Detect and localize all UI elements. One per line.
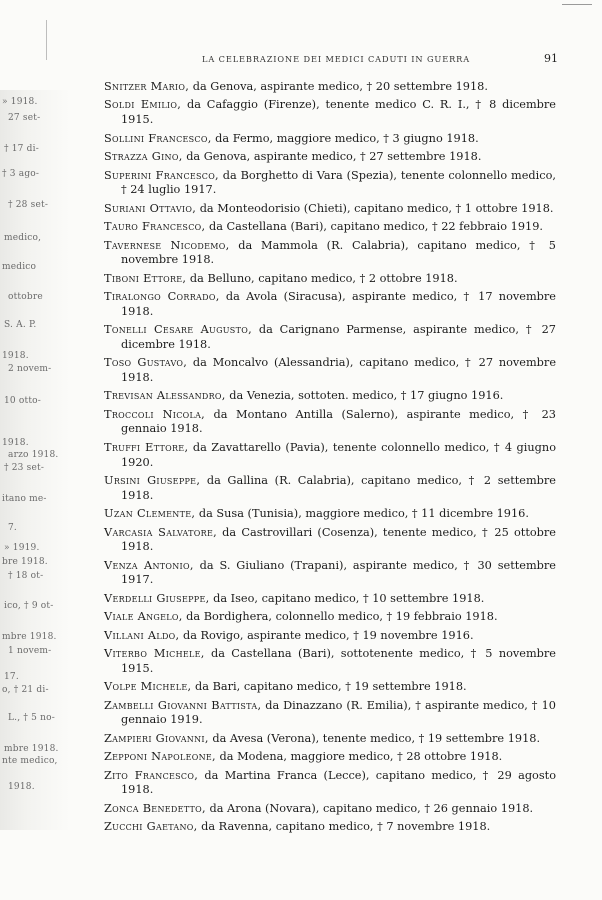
gutter-fragment: 1918. xyxy=(8,782,35,792)
entry-details: da Castrovillari (Cosenza), tenente medico, † 25 ottobre 1918. xyxy=(121,525,556,554)
entry-item xyxy=(104,389,556,404)
gutter-fragment: medico, xyxy=(4,233,42,243)
entry-details: da Castellana (Bari), sottotenente medico, † 5 novembre 1915. xyxy=(121,647,556,675)
entry-name: Troccoli Nicola, xyxy=(104,407,206,421)
entry-item xyxy=(104,98,556,127)
entry-name: Venza Antonio, xyxy=(104,558,194,572)
gutter-fragment: 27 set- xyxy=(8,113,41,123)
entry-details: da Dinazzano (R. Emilia), † aspirante medico, † 10 gennaio 1919. xyxy=(121,698,556,727)
entry-item xyxy=(104,169,556,198)
entry-item xyxy=(104,239,556,268)
entry-details: da Montano Antilla (Salerno), aspirante medico, † 23 gennaio 1918. xyxy=(121,407,556,436)
entry-item xyxy=(104,202,556,217)
gutter-fragment: » 1919. xyxy=(4,543,40,553)
entry-item xyxy=(104,732,556,747)
entry-name: Tiralongo Corrado, xyxy=(104,290,220,304)
entry-name: Toso Gustavo, xyxy=(104,356,188,370)
entry-name: Zambelli Giovanni Battista, xyxy=(104,698,262,712)
gutter-fragment: † 23 set- xyxy=(4,463,45,473)
entry-item xyxy=(104,132,556,147)
entry-name: Zepponi Napoleone, xyxy=(104,750,216,764)
entry-details: da Zavattarello (Pavia), tenente colonnello medico, † 4 giugno 1920. xyxy=(121,440,556,469)
entry-item xyxy=(104,610,556,625)
entry-item xyxy=(104,647,556,676)
gutter-fragment: bre 1918. xyxy=(2,557,48,567)
entry-name: Snitzer Mario, xyxy=(104,80,190,93)
entry-name: Truffi Ettore, xyxy=(104,440,189,454)
entry-details: da Belluno, capitano medico, † 2 ottobre 1918. xyxy=(186,271,458,285)
entry-details: da Monteodorisio (Chieti), capitano medico, † 1 ottobre 1918. xyxy=(196,201,554,215)
page-edge-mark xyxy=(46,20,47,60)
gutter-fragment: 10 otto- xyxy=(4,396,42,406)
entry-item xyxy=(104,629,556,644)
top-corner-mark xyxy=(562,4,592,5)
gutter-fragment: arzo 1918. xyxy=(8,450,59,460)
entry-name: Villani Aldo, xyxy=(104,628,180,642)
entry-name: Viale Angelo, xyxy=(104,610,183,624)
entry-details: da Bordighera, colonnello medico, † 19 febbraio 1918. xyxy=(182,610,498,624)
entry-details: da Ravenna, capitano medico, † 7 novembre 1918. xyxy=(197,820,491,834)
entry-details: da Avesa (Verona), tenente medico, † 19 settembre 1918. xyxy=(208,731,541,745)
entry-item xyxy=(104,408,556,437)
entry-name: Suriani Ottavio, xyxy=(104,201,197,215)
entry-name: Tiboni Ettore, xyxy=(104,271,187,285)
entry-details: da Mammola (R. Calabria), capitano medico, † 5 novembre 1918. xyxy=(121,238,556,267)
entry-item xyxy=(104,272,556,287)
entry-item xyxy=(104,323,556,352)
gutter-fragment: 17. xyxy=(4,672,19,682)
gutter-fragment: medico xyxy=(2,262,37,272)
entry-item xyxy=(104,750,556,765)
gutter-fragment: † 28 set- xyxy=(8,200,49,210)
entry-name: Zito Francesco, xyxy=(104,768,199,782)
gutter-fragment: 1 novem- xyxy=(8,646,52,656)
entry-details: da Rovigo, aspirante medico, † 19 novembre 1916. xyxy=(179,628,474,642)
entry-details: da Susa (Tunisia), maggiore medico, † 11 dicembre 1916. xyxy=(195,507,529,521)
entry-name: Zonca Benedetto, xyxy=(104,801,206,815)
entry-details: da Fermo, maggiore medico, † 3 giugno 1918. xyxy=(211,131,479,145)
entry-name: Ursini Giuseppe, xyxy=(104,474,201,488)
gutter-fragment: 1918. xyxy=(2,438,29,448)
gutter-fragment: nte medico, xyxy=(2,756,58,766)
entry-item xyxy=(104,699,556,728)
entry-details: da Castellana (Bari), capitano medico, † 22 febbraio 1919. xyxy=(205,220,543,234)
gutter-fragment: mbre 1918. xyxy=(4,744,59,754)
entry-list xyxy=(104,80,556,839)
entry-item xyxy=(104,507,556,522)
entry-name: Viterbo Michele, xyxy=(104,647,205,661)
entry-details: da Modena, maggiore medico, † 28 ottobre 1918. xyxy=(215,750,503,764)
entry-item xyxy=(104,80,556,95)
entry-name: Tonelli Cesare Augusto, xyxy=(104,323,252,337)
gutter-fragment: itano me- xyxy=(2,494,47,504)
entry-details: da Avola (Siracusa), aspirante medico, † 17 novembre 1918. xyxy=(121,290,556,318)
entry-name: Zampieri Giovanni, xyxy=(104,731,209,745)
entry-item xyxy=(104,220,556,235)
running-title: LA CELEBRAZIONE DEI MEDICI CADUTI IN GUERRA xyxy=(202,54,471,64)
entry-details: da Venezia, sottoten. medico, † 17 giugno 1916. xyxy=(225,389,504,403)
entry-item xyxy=(104,802,556,817)
gutter-fragment: † 17 di- xyxy=(4,144,39,154)
entry-name: Tauro Francesco, xyxy=(104,220,206,234)
entry-details: da S. Giuliano (Trapani), aspirante medico, † 30 settembre 1917. xyxy=(121,558,556,587)
gutter-fragment: S. A. P. xyxy=(4,320,37,330)
gutter-fragment: † 3 ago- xyxy=(2,169,40,179)
entry-details: da Bari, capitano medico, † 19 settembre 1918. xyxy=(191,680,467,694)
page-number: 91 xyxy=(544,52,558,65)
entry-item xyxy=(104,441,556,470)
entry-item xyxy=(104,356,556,385)
gutter-fragment: ico, † 9 ot- xyxy=(4,601,54,611)
entry-item xyxy=(104,820,556,835)
entry-details: da Gallina (R. Calabria), capitano medico, † 2 settembre 1918. xyxy=(121,474,556,502)
gutter-fragment: 1918. xyxy=(2,351,29,361)
entry-details: da Cafaggio (Firenze), tenente medico C. R. I., † 8 dicembre 1915. xyxy=(121,98,556,127)
entry-item xyxy=(104,769,556,798)
entry-name: Tavernese Nicodemo, xyxy=(104,238,230,252)
entry-name: Superini Francesco, xyxy=(104,168,219,182)
entry-item xyxy=(104,474,556,503)
entry-item xyxy=(104,150,556,165)
gutter-fragment: † 18 ot- xyxy=(8,571,44,581)
gutter-fragment: 7. xyxy=(8,523,17,533)
entry-details: da Iseo, capitano medico, † 10 settembre 1918. xyxy=(209,591,485,605)
entry-item xyxy=(104,526,556,555)
gutter-fragment: o, † 21 di- xyxy=(2,685,49,695)
gutter-fragment: ottobre xyxy=(8,292,43,302)
entry-item xyxy=(104,680,556,695)
entry-name: Sollini Francesco, xyxy=(104,131,212,145)
entry-name: Volpe Michele, xyxy=(104,680,192,694)
gutter-fragment: L., † 5 no- xyxy=(8,713,55,723)
entry-name: Soldi Emilio, xyxy=(104,98,182,112)
entry-details: da Borghetto di Vara (Spezia), tenente colonnello medico, † 24 luglio 1917. xyxy=(121,168,556,197)
entry-item xyxy=(104,290,556,319)
entry-name: Verdelli Giuseppe, xyxy=(104,591,210,605)
page-header xyxy=(202,54,582,68)
entry-name: Uzan Clemente, xyxy=(104,507,196,521)
entry-name: Zucchi Gaetano, xyxy=(104,820,198,834)
entry-name: Strazza Gino, xyxy=(104,150,183,164)
entry-details: da Martina Franca (Lecce), capitano medico, † 29 agosto 1918. xyxy=(121,768,556,797)
entry-details: da Carignano Parmense, aspirante medico, † 27 dicembre 1918. xyxy=(121,323,556,351)
entry-details: da Arona (Novara), capitano medico, † 26 gennaio 1918. xyxy=(205,801,534,815)
entry-details: da Genova, aspirante medico, † 27 settembre 1918. xyxy=(182,150,482,164)
entry-name: Varcasia Salvatore, xyxy=(104,525,217,539)
entry-item xyxy=(104,592,556,607)
entry-details: da Moncalvo (Alessandria), capitano medico, † 27 novembre 1918. xyxy=(121,356,557,384)
entry-item xyxy=(104,559,556,588)
entry-name: Trevisan Alessandro, xyxy=(104,389,226,403)
entry-details: da Genova, aspirante medico, † 20 settembre 1918. xyxy=(189,80,488,93)
gutter-fragment: 2 novem- xyxy=(8,364,52,374)
gutter-fragment: » 1918. xyxy=(2,97,38,107)
gutter-fragment: mbre 1918. xyxy=(2,632,57,642)
